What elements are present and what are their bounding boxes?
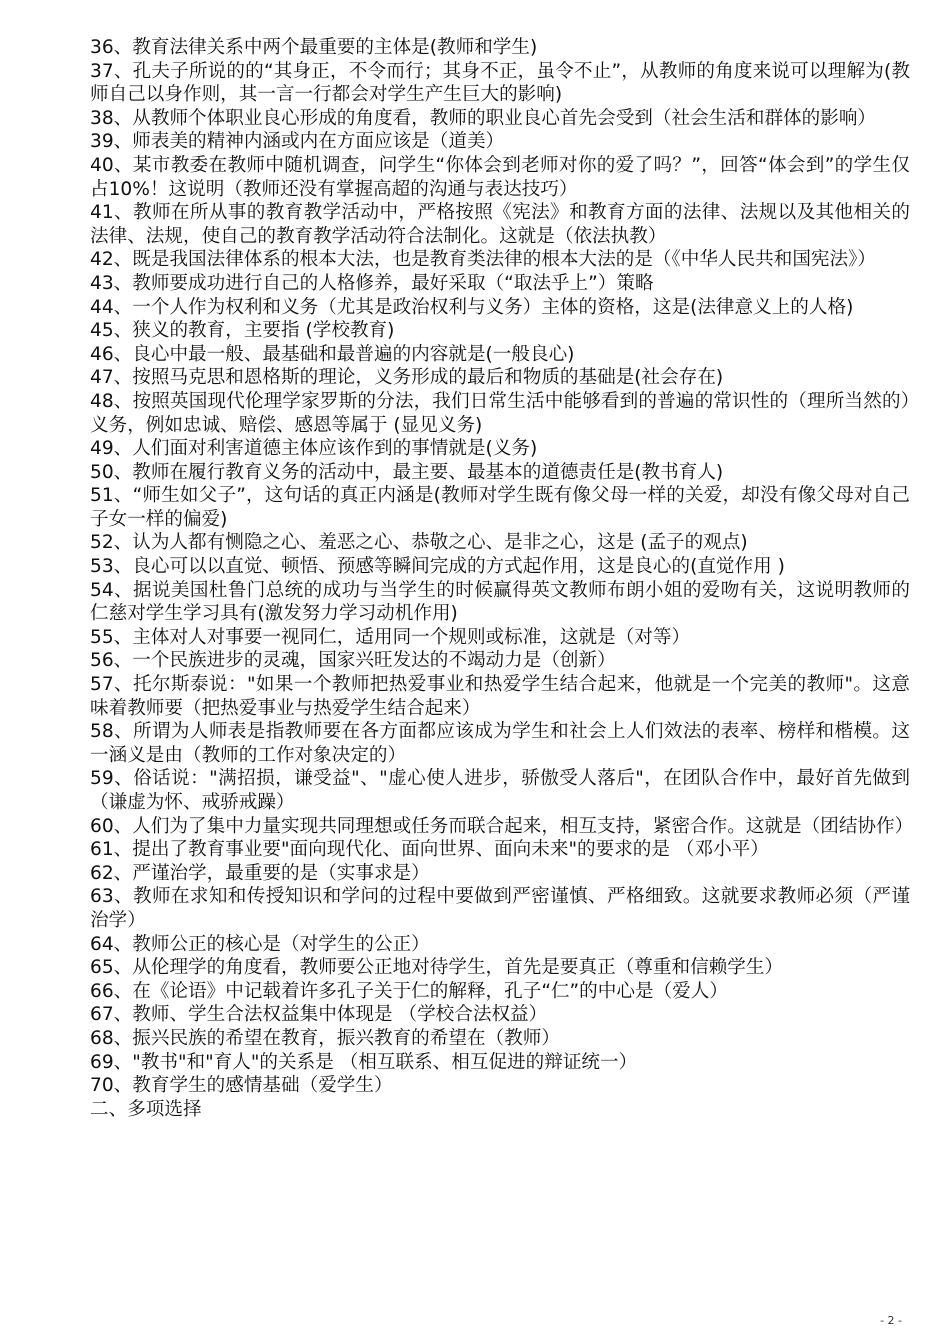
question-47: 47、按照马克思和恩格斯的理论，义务形成的最后和物质的基础是(社会存在): [90, 367, 724, 389]
question-66: 66、在《论语》中记载着许多孔子关于仁的解释，孔子“仁”的中心是（爱人）: [90, 980, 728, 1002]
question-55: 55、主体对人对事要一视同仁，适用同一个规则或标准，这就是（对等）: [90, 626, 691, 648]
question-53: 53、良心可以以直觉、顿悟、预感等瞬间完成的方式起作用，这是良心的(直觉作用 ): [90, 556, 785, 578]
question-38: 38、从教师个体职业良心形成的角度看，教师的职业良心首先会受到（社会生活和群体的影响）: [90, 107, 877, 129]
question-41: 41、教师在所从事的教育教学活动中，严格按照《宪法》和教育方面的法律、法规以及其他相关的法律、法规，使自己的教育教学活动符合法制化。这就是（依法执教）: [90, 202, 910, 247]
question-67: 67、教师、学生合法权益集中体现是 （学校合法权益）: [90, 1004, 548, 1026]
question-list: [90, 36, 914, 1121]
question-57: 57、托尔斯泰说："如果一个教师把热爱事业和热爱学生结合起来，他就是一个完美的教师"。这意味着教师要（把热爱事业与热爱学生结合起来）: [90, 674, 910, 719]
question-52: 52、认为人都有恻隐之心、羞恶之心、恭敬之心、是非之心，这是 (孟子的观点): [90, 532, 748, 554]
question-50: 50、教师在履行教育义务的活动中，最主要、最基本的道德责任是(教书育人): [90, 461, 724, 483]
question-37: 37、孔夫子所说的的“其身正，不令而行；其身不正，虽令不止”，从教师的角度来说可以理解为(教师自己以身作则，其一言一行都会对学生产生巨大的影响): [90, 60, 910, 106]
question-49: 49、人们面对利害道德主体应该作到的事情就是(义务): [90, 438, 538, 460]
question-56: 56、一个民族进步的灵魂，国家兴旺发达的不竭动力是（创新）: [90, 650, 616, 672]
question-48: 48、按照英国现代伦理学家罗斯的分法，我们日常生活中能够看到的普遍的常识性的（理所当然的）义务，例如忠诚、赔偿、感恩等属于 (显见义务): [90, 390, 910, 436]
question-61: 61、提出了教育事业要"面向现代化、面向世界、面向未来"的要求的是 （邓小平）: [90, 839, 769, 861]
question-44: 44、一个人作为权利和义务（尤其是政治权利与义务）主体的资格，这是(法律意义上的人格): [90, 296, 854, 318]
question-43: 43、教师要成功进行自己的人格修养，最好采取（“取法乎上”）策略: [90, 272, 654, 294]
question-62: 62、严谨治学，最重要的是（实事求是）: [90, 862, 430, 884]
question-51: 51、“师生如父子”，这句话的真正内涵是(教师对学生既有像父母一样的关爱，却没有像父母对自己子女一样的偏爱): [90, 485, 910, 530]
question-36: 36、教育法律关系中两个最重要的主体是(教师和学生): [90, 37, 538, 58]
question-46: 46、良心中最一般、最基础和最普遍的内容就是(一般良心): [90, 343, 575, 365]
question-68: 68、振兴民族的希望在教育，振兴教育的希望在（教师）: [90, 1027, 560, 1049]
question-45: 45、狭义的教育，主要指 (学校教育): [90, 320, 395, 342]
question-39: 39、师表美的精神内涵或内在方面应该是（道美）: [90, 131, 505, 153]
question-58: 58、所谓为人师表是指教师要在各方面都应该成为学生和社会上人们效法的表率、榜样和楷模。这一涵义是由（教师的工作对象决定的）: [90, 721, 910, 766]
section-heading: 二、多项选择: [90, 1098, 202, 1120]
question-60: 60、人们为了集中力量实现共同理想或任务而联合起来，相互支持，紧密合作。这就是（团结协作）: [90, 815, 914, 837]
question-65: 65、从伦理学的角度看，教师要公正地对待学生，首先是要真正（尊重和信赖学生）: [90, 957, 784, 979]
question-69: 69、"教书"和"育人"的关系是 （相互联系、相互促进的辩证统一）: [90, 1051, 638, 1073]
question-54: 54、据说美国杜鲁门总统的成功与当学生的时候赢得英文教师布朗小姐的爱吻有关，这说明教师的仁慈对学生学习具有(激发努力学习动机作用): [90, 579, 910, 625]
question-64: 64、教师公正的核心是（对学生的公正）: [90, 933, 430, 955]
question-63: 63、教师在求知和传授知识和学问的过程中要做到严密谨慎、严格细致。这就要求教师必须（严谨治学）: [90, 886, 910, 931]
question-70: 70、教育学生的感情基础（爱学生）: [90, 1075, 393, 1097]
question-40: 40、某市教委在教师中随机调查，问学生“你体会到老师对你的爱了吗？”，回答“体会到”的学生仅占10%！这说明（教师还没有掌握高超的沟通与表达技巧）: [90, 154, 910, 200]
page-number: - 2 -: [880, 1314, 902, 1327]
question-42: 42、既是我国法律体系的根本大法，也是教育类法律的根本大法的是（《中华人民共和国宪法》）: [90, 249, 876, 271]
question-59: 59、俗话说："满招损，谦受益"、"虚心使人进步，骄傲受人落后"，在团队合作中，最好首先做到（谦虚为怀、戒骄戒躁）: [90, 768, 910, 813]
